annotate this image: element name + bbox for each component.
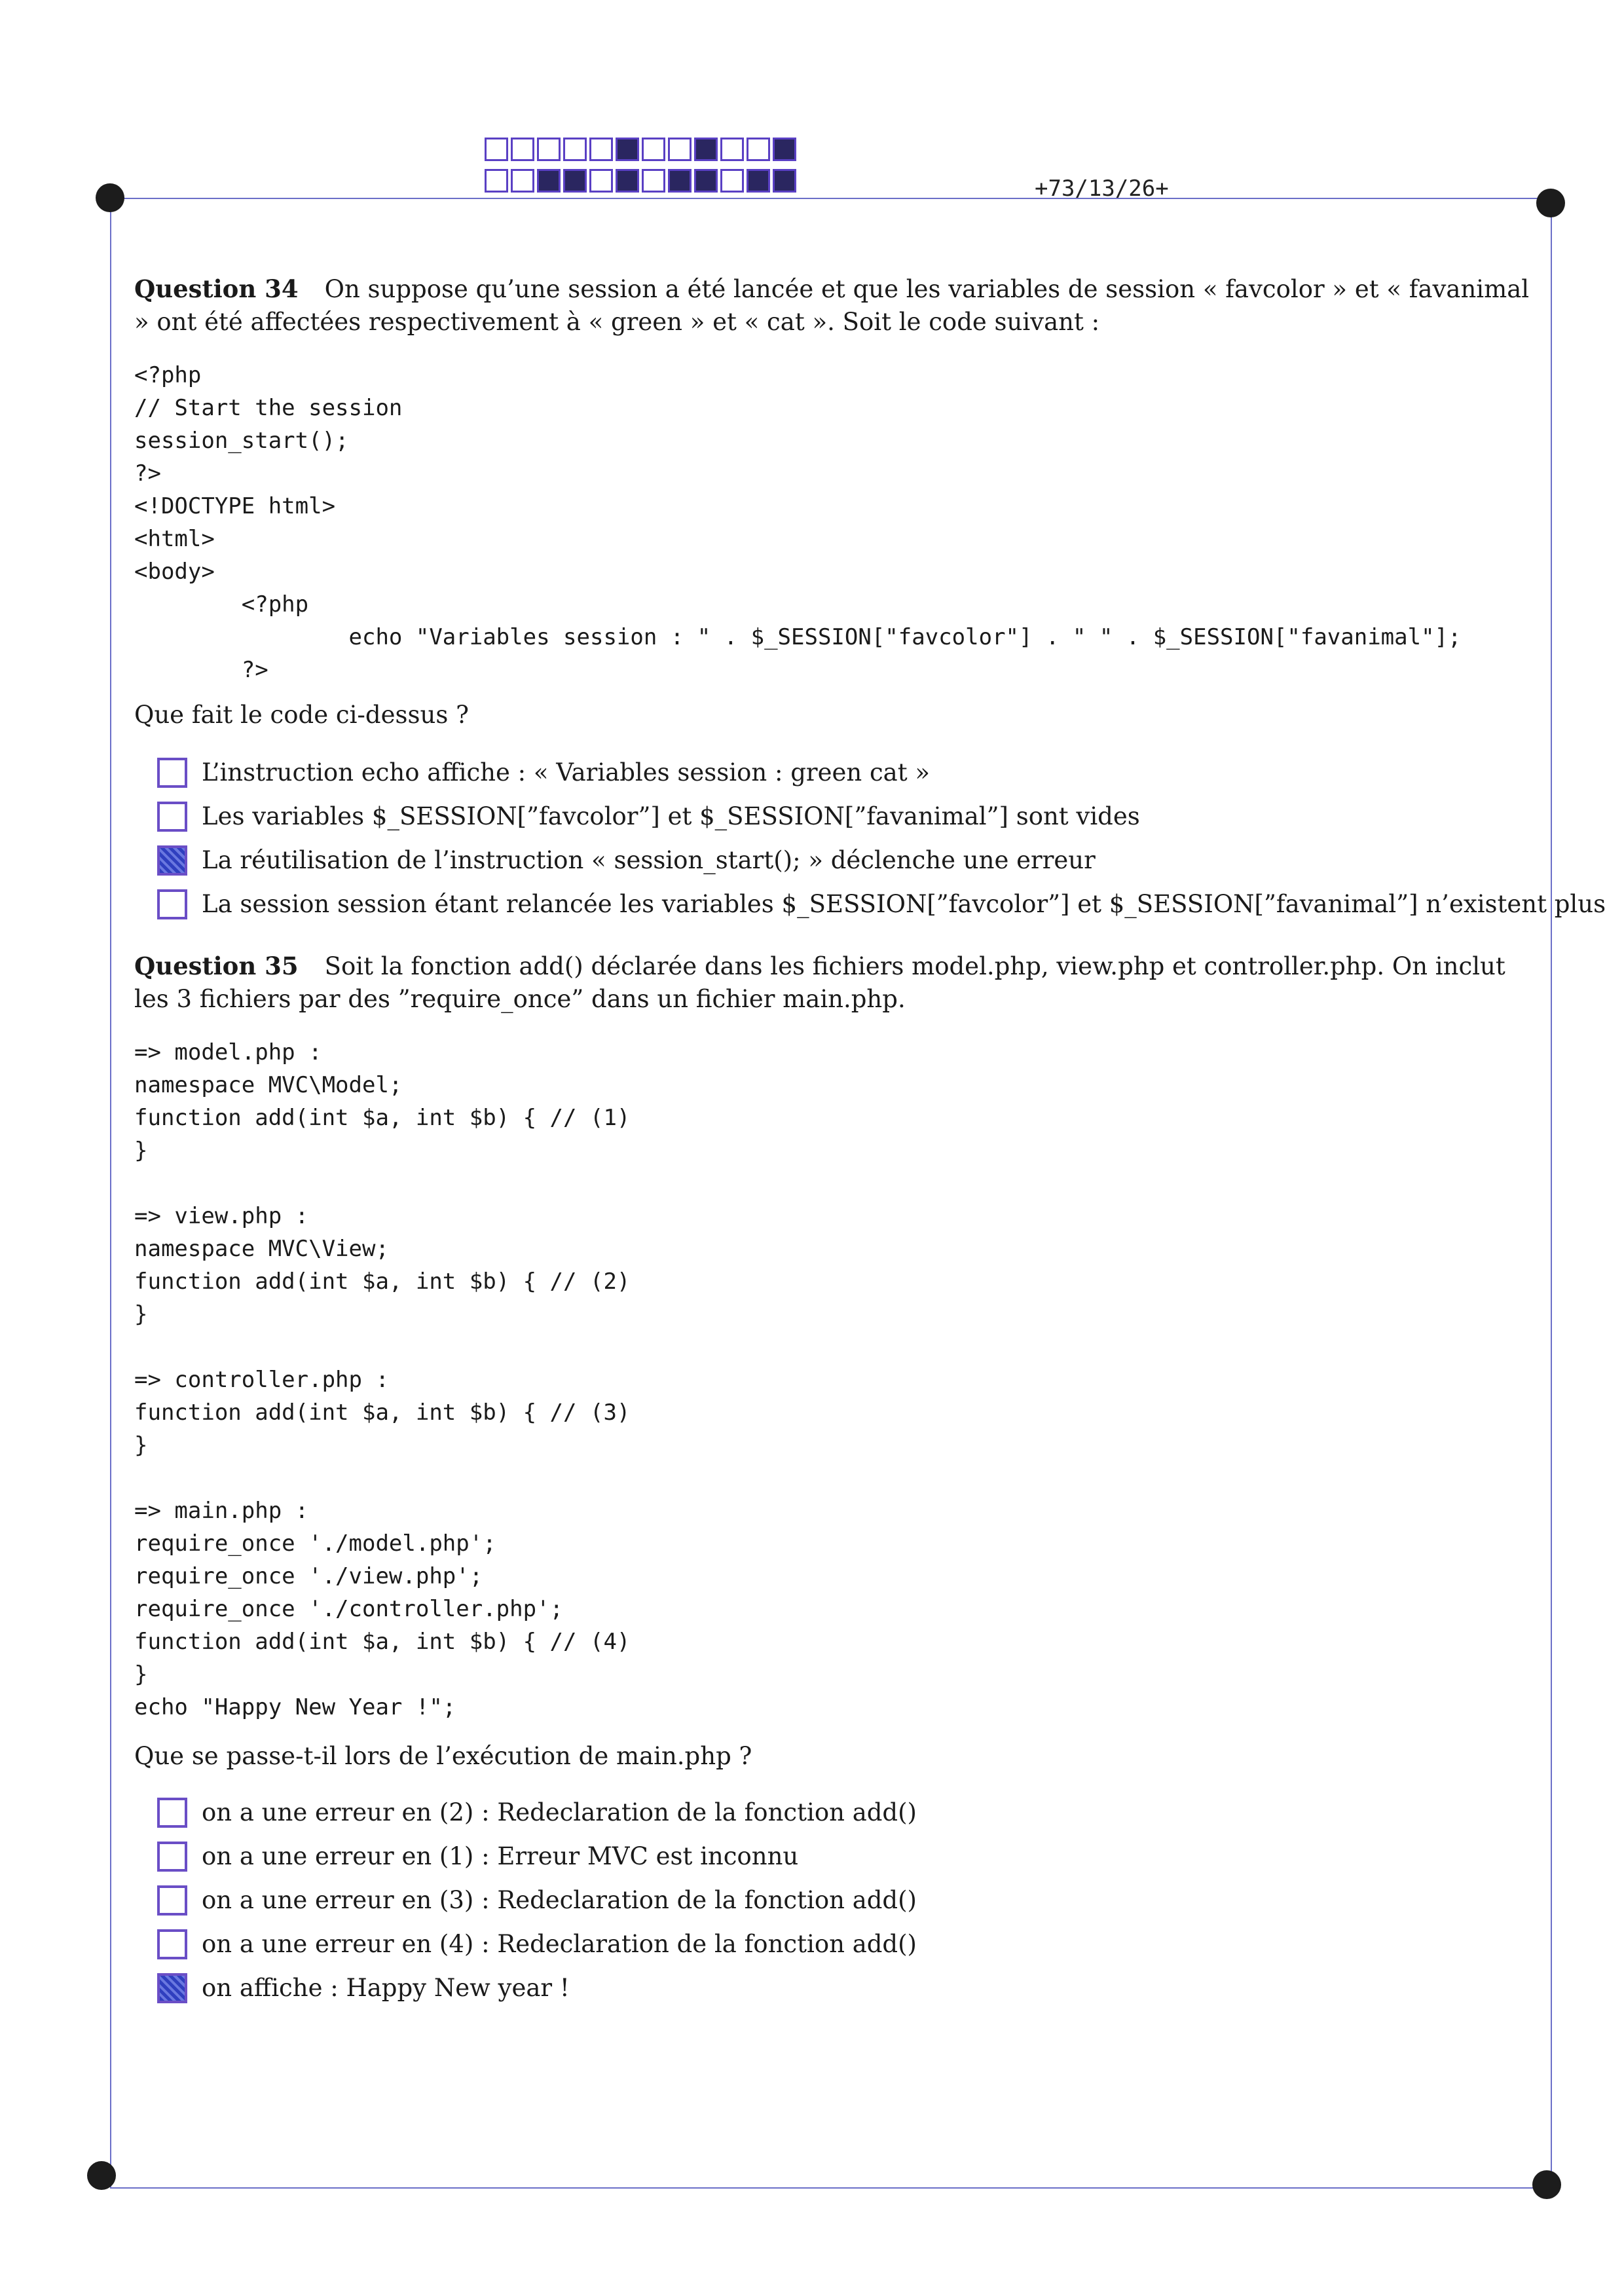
checkbox[interactable]	[157, 758, 187, 788]
barcode-cell	[747, 138, 770, 161]
answer-option[interactable]	[157, 750, 1606, 794]
checked-checkbox[interactable]	[157, 1973, 187, 2003]
barcode-cell	[694, 138, 718, 161]
answer-option[interactable]	[157, 794, 1606, 838]
corner-marker-bottom-right	[1532, 2170, 1561, 2199]
checked-checkbox[interactable]	[157, 845, 187, 876]
answer-option[interactable]	[157, 1790, 917, 1834]
checkbox[interactable]	[157, 1929, 187, 1959]
barcode-cell	[720, 169, 744, 193]
checkbox[interactable]	[157, 802, 187, 832]
answer-label: on a une erreur en (1) : Erreur MVC est inconnu	[202, 1842, 799, 1870]
question-text: Soit la fonction add() déclarée dans les fichiers model.php, view.php et controller.php. On inclut les 3 fichiers par des ”require_once” dans un fichier main.php.	[134, 952, 1505, 1013]
answer-label: Les variables $_SESSION[”favcolor”] et $_SESSION[”favanimal”] sont vides	[202, 802, 1140, 830]
answer-option[interactable]	[157, 1922, 917, 1966]
barcode-cell	[642, 169, 665, 193]
barcode-cell	[485, 169, 508, 193]
question-35-prompt: Que se passe-t-il lors de l’exécution de main.php ?	[134, 1742, 752, 1770]
question-label: Question 35	[134, 952, 299, 980]
corner-marker-top-left	[96, 183, 124, 212]
barcode-cell	[668, 169, 692, 193]
barcode-cell	[485, 138, 508, 161]
barcode-cell	[668, 138, 692, 161]
barcode-cell	[694, 169, 718, 193]
barcode-cell	[720, 138, 744, 161]
answer-option[interactable]	[157, 1878, 917, 1922]
answer-label: La réutilisation de l’instruction « session_start(); » déclenche une erreur	[202, 846, 1096, 874]
checkbox[interactable]	[157, 1798, 187, 1828]
page-id: +73/13/26+	[1035, 176, 1169, 202]
answer-label: L’instruction echo affiche : « Variables session : green cat »	[202, 758, 931, 787]
answer-label: on a une erreur en (4) : Redeclaration de la fonction add()	[202, 1930, 917, 1958]
answer-list-q34	[157, 750, 1606, 926]
barcode-cell	[773, 138, 796, 161]
barcode-cell	[747, 169, 770, 193]
question-34-prompt: Que fait le code ci-dessus ?	[134, 701, 469, 729]
barcode-cell	[511, 138, 534, 161]
barcode-cell	[563, 169, 587, 193]
answer-option[interactable]	[157, 1966, 917, 2010]
checkbox[interactable]	[157, 889, 187, 919]
barcode-row-2	[485, 169, 799, 193]
question-text: On suppose qu’une session a été lancée et que les variables de session « favcolor » et « favanimal » ont été affectées respectivement à « green » et « cat ». Soit le code suivant :	[134, 275, 1530, 336]
barcode-cell	[616, 138, 639, 161]
answer-label: La session session étant relancée les variables $_SESSION[”favcolor”] et $_SESSION[”favanimal”] n’existent plus	[202, 890, 1606, 918]
checkbox[interactable]	[157, 1885, 187, 1916]
barcode-cell	[642, 138, 665, 161]
corner-marker-bottom-left	[87, 2161, 116, 2190]
answer-label: on a une erreur en (2) : Redeclaration de la fonction add()	[202, 1798, 917, 1826]
answer-list-q35	[157, 1790, 917, 2010]
barcode-cell	[589, 169, 613, 193]
answer-label: on affiche : Happy New year !	[202, 1974, 570, 2002]
barcode-cell	[773, 169, 796, 193]
checkbox[interactable]	[157, 1842, 187, 1872]
barcode-cell	[563, 138, 587, 161]
answer-option[interactable]	[157, 882, 1606, 926]
barcode-cell	[537, 138, 561, 161]
answer-label: on a une erreur en (3) : Redeclaration de la fonction add()	[202, 1886, 917, 1914]
code-block-q35: => model.php : namespace MVC\Model; function add(int $a, int $b) { // (1) } => view.php : namespace MVC\View; function add(int $a, int $b) { // (2) } => controller.php : function add(int $a, int $b) { // (3) } => main.php : require_once './model.php'; require_once './view.php'; require_once './controller.php'; function add(int $a, int $b) { // (4) } echo "Happy New Year !";	[134, 1039, 631, 1720]
corner-marker-top-right	[1536, 189, 1565, 217]
barcode-cell	[589, 138, 613, 161]
answer-option[interactable]	[157, 1834, 917, 1878]
barcode-cell	[616, 169, 639, 193]
question-label: Question 34	[134, 274, 299, 303]
barcode-cell	[511, 169, 534, 193]
question-35	[134, 950, 1542, 1016]
question-34	[134, 272, 1542, 339]
barcode-row-1	[485, 138, 799, 161]
code-block-q34: <?php // Start the session session_start(); ?> <!DOCTYPE html> <html> <body> <?php echo "Variables session : " . $_SESSION["favcolor"] . " " . $_SESSION["favanimal"]; ?>	[134, 362, 1462, 683]
barcode-cell	[537, 169, 561, 193]
answer-option[interactable]	[157, 838, 1606, 882]
